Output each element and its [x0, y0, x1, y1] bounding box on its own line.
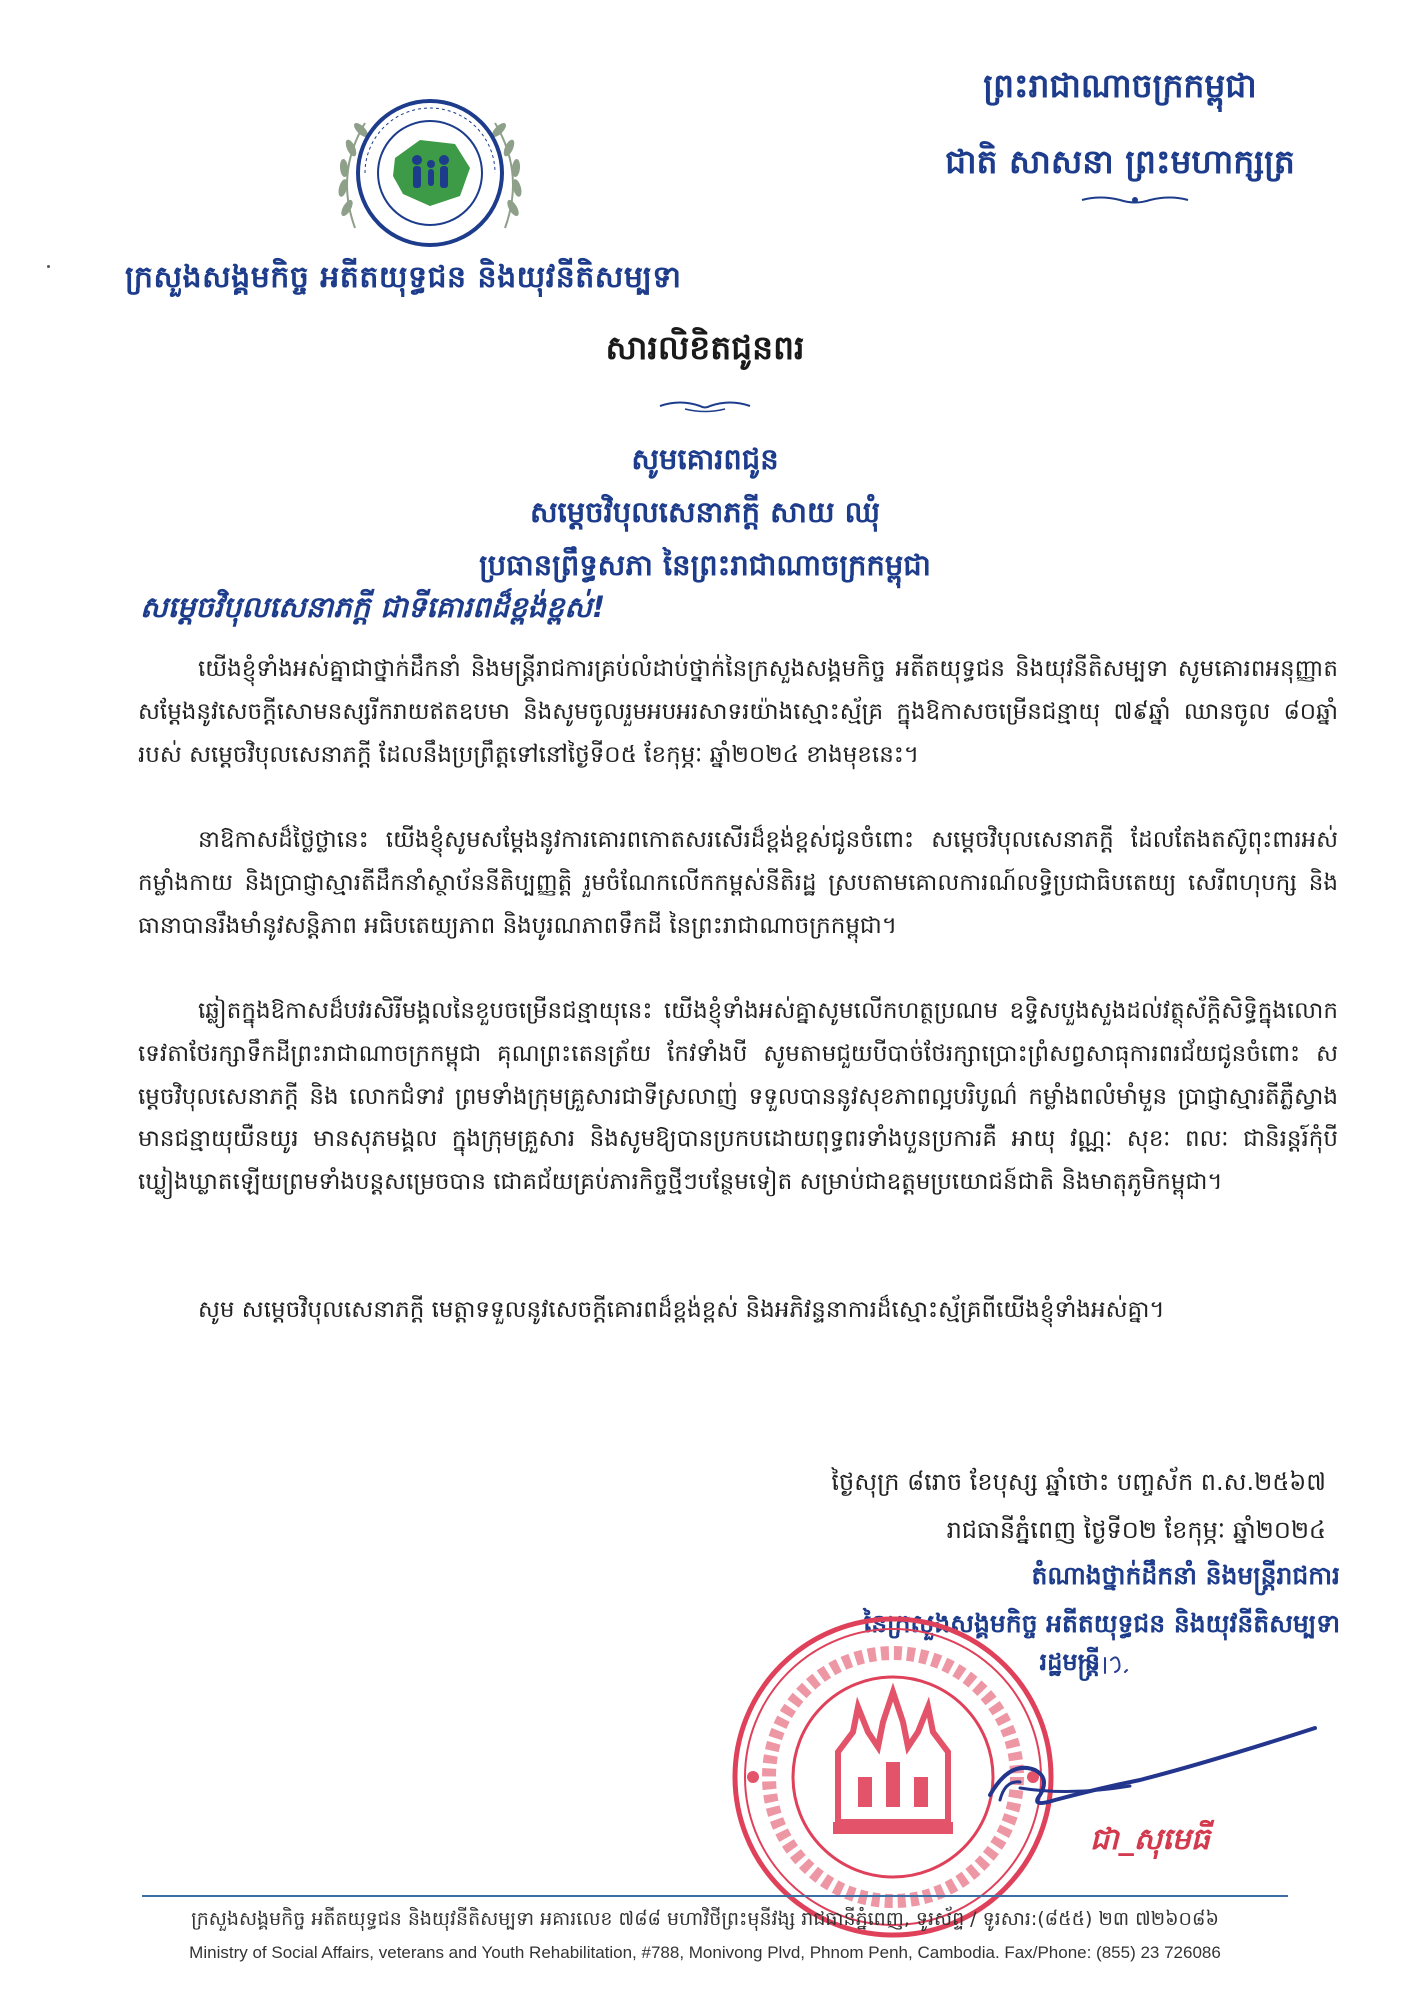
footer-address-english: Ministry of Social Affairs, veterans and Youth Rehabilitation, #788, Monivong Plvd, Phnom Penh, Cambodia. Fax/Phone: (855) 23 726086 — [189, 1943, 1221, 1962]
letter-body — [138, 648, 1338, 1375]
handwritten-signature — [980, 1700, 1320, 1815]
salutation: សម្តេចវិបុលសេនាភក្តី ជាទីគោរពដ៏ខ្ពង់ខ្ពស់! — [140, 590, 606, 624]
footer-divider — [142, 1895, 1288, 1897]
speck — [47, 265, 50, 268]
body-paragraph: យើងខ្ញុំទាំងអស់គ្នាជាថ្នាក់ដឹកនាំ និងមន្ត្រីរាជការគ្រប់លំដាប់ថ្នាក់នៃក្រសួងសង្គមកិច្ច អតីតយុទ្ធជន និងយុវនីតិសម្បទា សូមគោរពអនុញ្ញាតសម្តែងនូវសេចក្តីសោមនស្សរីករាយឥតឧបមា និងសូមចូលរួមអបអរសាទរយ៉ាងស្មោះស្ម័គ្រ ក្នុងឱកាសចម្រើនជន្មាយុ ៧៩ឆ្នាំ ឈានចូល ៨០ឆ្នាំ របស់ សម្តេចវិបុលសេនាភក្តី ដែលនឹងប្រព្រឹត្តទៅនៅថ្ងៃទី០៥ ខែកុម្ភៈ ឆ្នាំ២០២៤ ខាងមុខនេះ។ — [138, 656, 1338, 768]
motto-ornament — [1080, 193, 1190, 207]
ministry-logo — [325, 78, 535, 268]
signatory-block — [0, 1552, 1340, 1648]
solar-date: រាជធានីភ្នំពេញ ថ្ងៃទី០២ ខែកុម្ភៈ ឆ្នាំ២០២៤ — [946, 1516, 1326, 1544]
body-paragraph: សូម សម្តេចវិបុលសេនាភក្តី មេត្តាទទួលនូវសេចក្តីគោរពដ៏ខ្ពង់ខ្ពស់ និងអភិវន្ទនាការដ៏ស្មោះស្ម័គ្រពីយើងខ្ញុំទាំងអស់គ្នា។ — [198, 1297, 1165, 1323]
body-paragraph: នាឱកាសដ៏ថ្លៃថ្លានេះ យើងខ្ញុំសូមសម្តែងនូវការគោរពកោតសរសើរដ៏ខ្ពង់ខ្ពស់ជូនចំពោះ សម្តេចវិបុលសេនាភក្តី ដែលតែងតស៊ូពុះពារអស់កម្លាំងកាយ និងប្រាជ្ញាស្មារតីដឹកនាំស្ថាប័ននីតិប្បញ្ញត្តិ រួមចំណែកលើកកម្ពស់នីតិរដ្ឋ ស្របតាមគោលការណ៍លទ្ធិប្រជាធិបតេយ្យ សេរីពហុបក្ស និងធានាបានរឹងមាំនូវសន្តិភាព អធិបតេយ្យភាព និងបូរណភាពទឹកដី នៃព្រះរាជាណាចក្រកម្ពុជា។ — [138, 827, 1338, 939]
footer-address-khmer: ក្រសួងសង្គមកិច្ច អតីតយុទ្ធជន និងយុវនីតិសម្បទា អគារលេខ ៧៨៨ មហាវិថីព្រះមុនីវង្ស រាជធានីភ្នំពេញ, ទូរស័ព្ទ / ទូរសារ:(៨៥៥) ២៣ ៧២៦០៨៦ — [191, 1908, 1219, 1930]
title-ornament — [655, 397, 755, 415]
recipient-name: សម្តេចវិបុលសេនាភក្តី សាយ ឈុំ — [529, 495, 881, 529]
recipient-title: ប្រធានព្រឹទ្ធសភា នៃព្រះរាជាណាចក្រកម្ពុជា — [479, 548, 931, 582]
recipient-greeting: សូមគោរពជូន — [631, 442, 779, 476]
kingdom-name: ព្រះរាជាណាចក្រកម្ពុជា — [983, 66, 1257, 105]
minister-title: រដ្ឋមន្ត្រី — [1039, 1648, 1100, 1676]
ministry-name: ក្រសួងសង្គមកិច្ច អតីតយុទ្ធជន និងយុវនីតិសម្បទា — [125, 260, 682, 295]
recipient-block — [0, 433, 1410, 592]
signer-name: ជា_សុមេធី — [1090, 1822, 1210, 1857]
lunar-date: ថ្ងៃសុក្រ ៨រោច ខែបុស្ស ឆ្នាំថោះ បញ្ចស័ក ព.ស.២៥៦៧ — [831, 1468, 1326, 1496]
kingdom-motto — [910, 66, 1330, 190]
body-paragraph: ឆ្លៀតក្នុងឱកាសដ៏បវរសិរីមង្គលនៃខួបចម្រើនជន្មាយុនេះ យើងខ្ញុំទាំងអស់គ្នាសូមលើកហត្ថប្រណម ឧទ្ទិសបួងសួងដល់វត្ថុស័ក្តិសិទ្ធិក្នុងលោក ទេវតាថែរក្សាទឹកដីព្រះរាជាណាចក្រកម្ពុជា គុណព្រះតេនត្រ័យ កែវទាំងបី សូមតាមជួយបីបាច់ថែរក្សាប្រោះព្រំសព្វសាធុការពរជ័យជូនចំពោះ សម្តេចវិបុលសេនាភក្តី និង លោកជំទាវ ព្រមទាំងក្រុមគ្រួសារជាទីស្រលាញ់ ទទួលបាននូវសុខភាពល្អបរិបូណ៌ កម្លាំងពលំមាំមួន ប្រាជ្ញាស្មារតីភ្លឺស្វាង មានជន្មាយុយឺនយូរ មានសុភមង្គល ក្នុងក្រុមគ្រួសារ និងសូមឱ្យបានប្រកបដោយពុទ្ធពរទាំងបួនប្រការគឺ អាយុ វណ្ណៈ សុខៈ ពលៈ ជានិរន្តរ៍កុំបីឃ្លៀងឃ្លាតឡើយព្រមទាំងបន្តសម្រេចបាន ជោគជ័យគ្រប់ភារកិច្ចថ្មីៗបន្ថែមទៀត សម្រាប់ជាឧត្តមប្រយោជន៍ជាតិ និងមាតុភូមិកម្ពុជា។ — [138, 998, 1338, 1196]
document-title: សារលិខិតជូនពរ — [605, 328, 805, 367]
signatory-line2: នៃក្រសួងសង្គមកិច្ច អតីតយុទ្ធជន និងយុវនីតិសម្បទា — [863, 1609, 1340, 1638]
signatory-line1: តំណាងថ្នាក់ដឹកនាំ និងមន្ត្រីរាជការ — [1031, 1561, 1340, 1590]
national-motto: ជាតិ សាសនា ព្រះមហាក្សត្រ — [945, 142, 1295, 181]
date-block — [0, 1458, 1326, 1554]
